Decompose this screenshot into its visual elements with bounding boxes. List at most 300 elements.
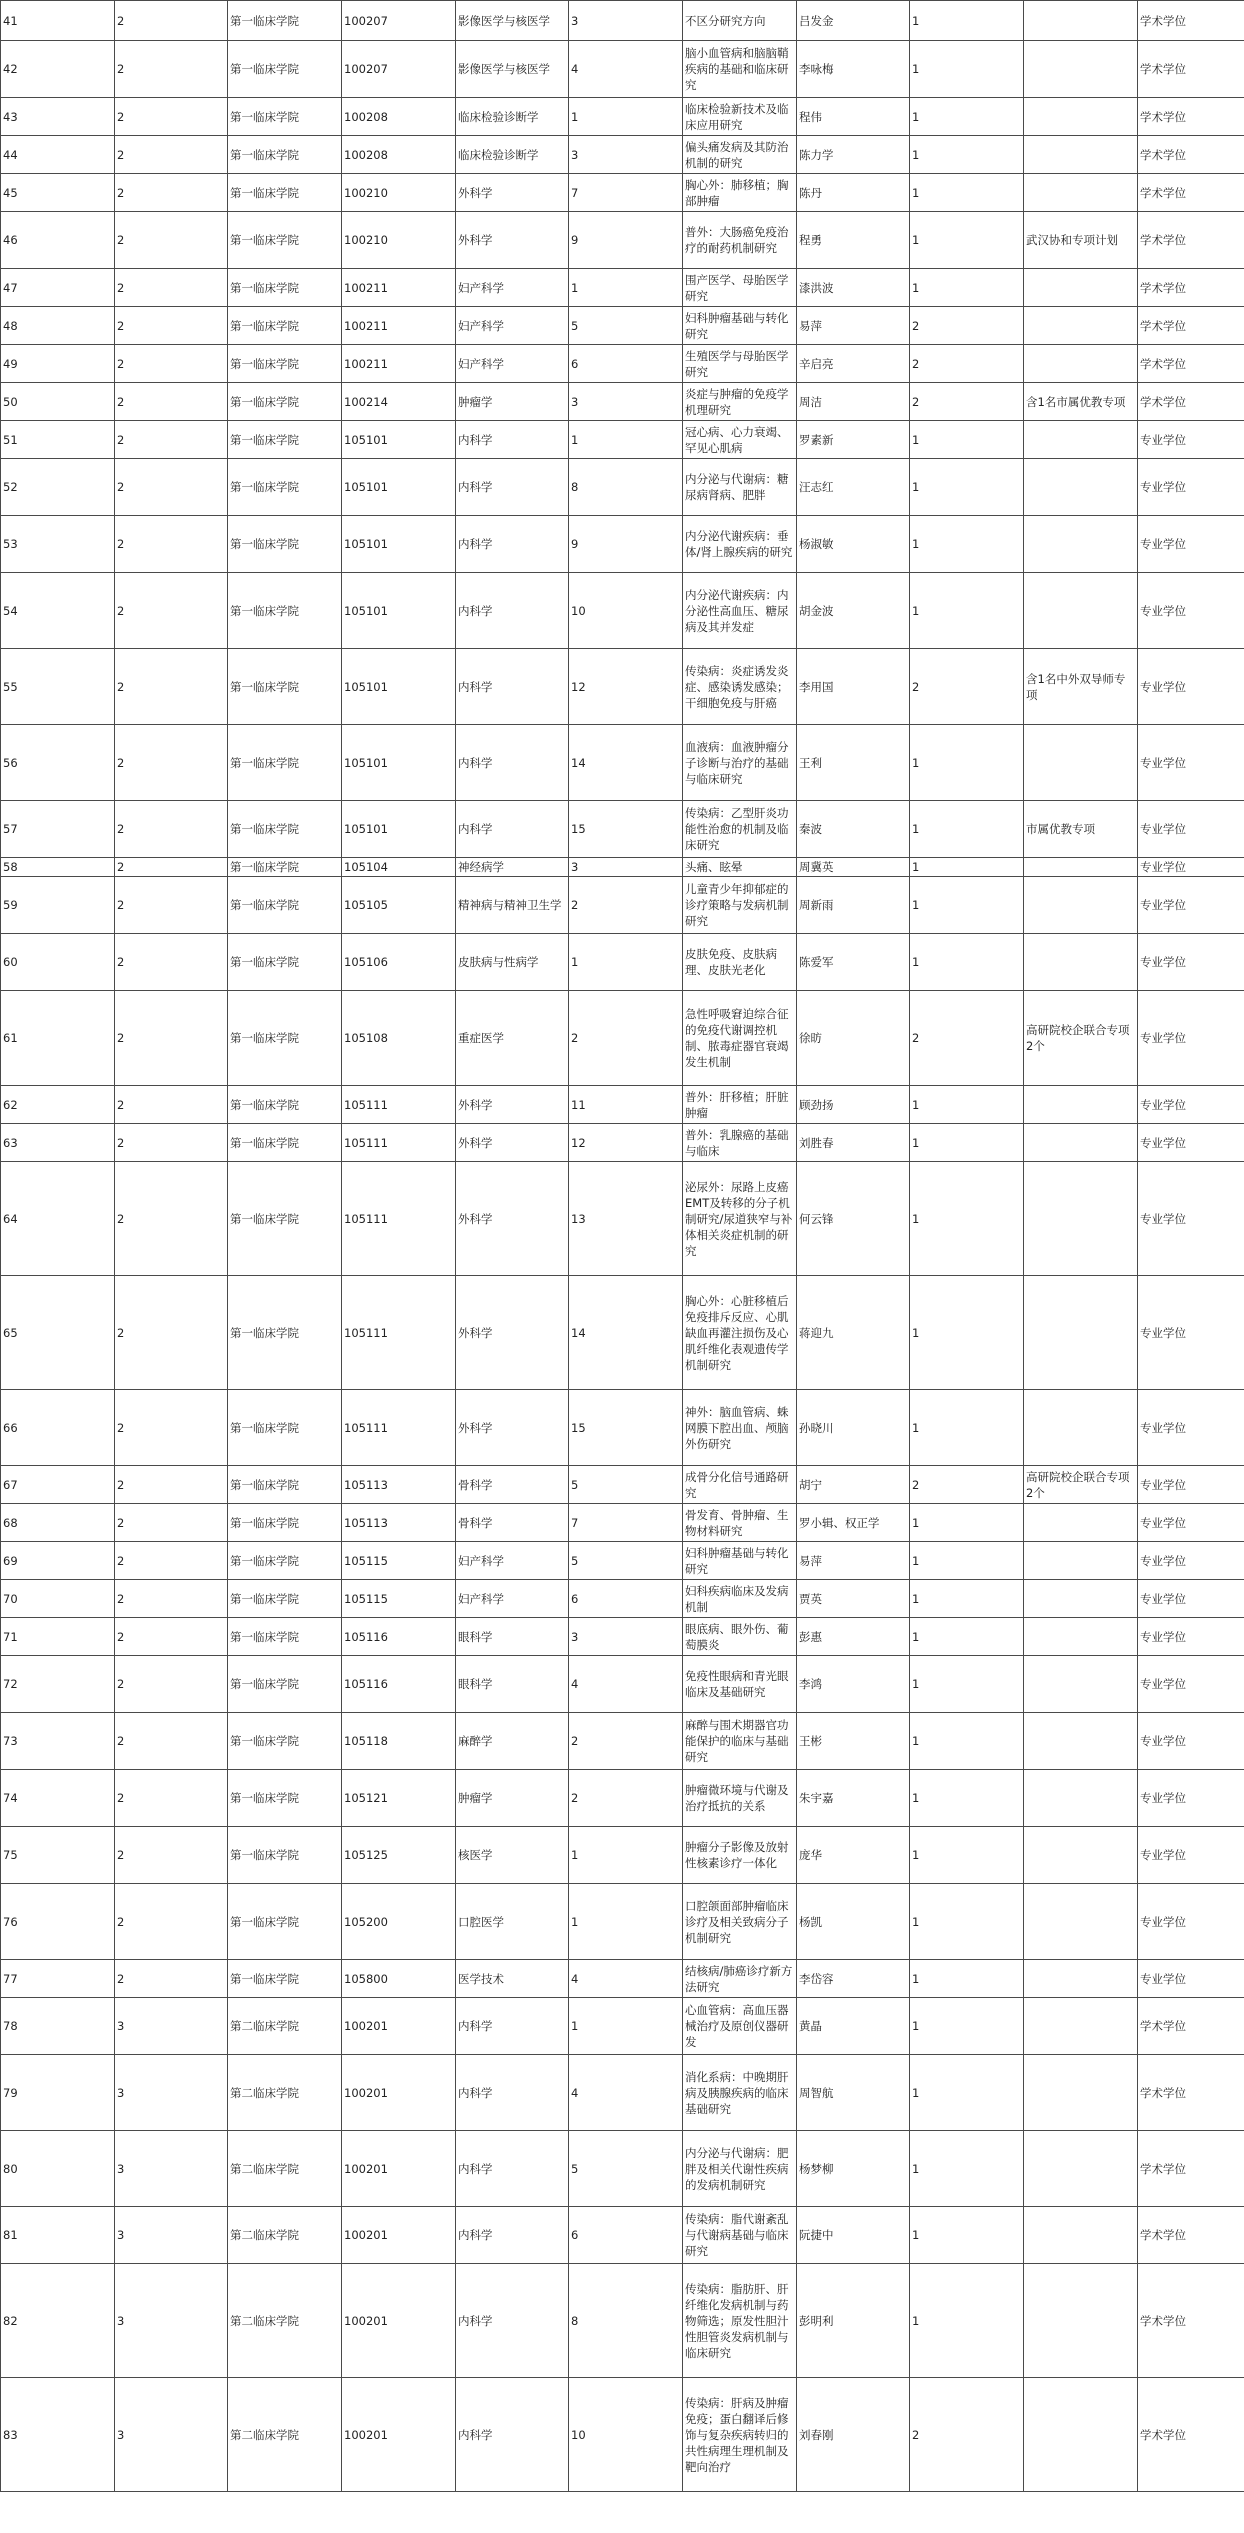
table-row	[1, 421, 1244, 459]
code-cell: 2	[115, 174, 228, 212]
major-name-cell: 医学技术	[456, 1960, 569, 1998]
school-cell: 第一临床学院	[228, 1504, 342, 1542]
quota-cell: 1	[910, 877, 1024, 934]
code-cell: 2	[115, 1884, 228, 1960]
research-direction-cell: 口腔颌面部肿瘤临床诊疗及相关致病分子机制研究	[683, 1884, 797, 1960]
degree-type-cell: 专业学位	[1138, 1086, 1244, 1124]
supervisor-cell: 徐昉	[797, 991, 910, 1086]
supervisor-cell: 阮捷中	[797, 2207, 910, 2264]
major-code-cell: 105101	[342, 649, 456, 725]
degree-type-cell: 学术学位	[1138, 41, 1244, 98]
research-direction-cell: 儿童青少年抑郁症的诊疗策略与发病机制研究	[683, 877, 797, 934]
major-code-cell: 100207	[342, 1, 456, 41]
major-name-cell: 肿瘤学	[456, 1770, 569, 1827]
supervisor-cell: 彭明利	[797, 2264, 910, 2378]
seq-cell: 58	[1, 858, 115, 877]
code-cell: 2	[115, 1086, 228, 1124]
direction-code-cell: 1	[569, 98, 683, 136]
research-direction-cell: 传染病：脂肪肝、肝纤维化发病机制与药物筛选；原发性胆汁性胆管炎发病机制与临床研究	[683, 2264, 797, 2378]
table-row	[1, 1960, 1244, 1998]
major-name-cell: 眼科学	[456, 1656, 569, 1713]
direction-code-cell: 5	[569, 1542, 683, 1580]
seq-cell: 67	[1, 1466, 115, 1504]
quota-cell: 1	[910, 98, 1024, 136]
research-direction-cell: 胸心外：心脏移植后免疫排斥反应、心肌缺血再灌注损伤及心肌纤维化表观遗传学机制研究	[683, 1276, 797, 1390]
degree-type-cell: 专业学位	[1138, 1713, 1244, 1770]
school-cell: 第二临床学院	[228, 2131, 342, 2207]
major-name-cell: 外科学	[456, 212, 569, 269]
research-direction-cell: 普外：肝移植；肝脏肿瘤	[683, 1086, 797, 1124]
code-cell: 2	[115, 649, 228, 725]
research-direction-cell: 炎症与肿瘤的免疫学机理研究	[683, 383, 797, 421]
major-code-cell: 100210	[342, 212, 456, 269]
research-direction-cell: 内分泌代谢疾病：内分泌性高血压、糖尿病及其并发症	[683, 573, 797, 649]
supervisor-cell: 刘春刚	[797, 2378, 910, 2492]
major-name-cell: 内科学	[456, 725, 569, 801]
seq-cell: 72	[1, 1656, 115, 1713]
major-code-cell: 100201	[342, 2055, 456, 2131]
major-name-cell: 妇产科学	[456, 1542, 569, 1580]
direction-code-cell: 7	[569, 174, 683, 212]
code-cell: 2	[115, 877, 228, 934]
supervisor-cell: 王利	[797, 725, 910, 801]
seq-cell: 55	[1, 649, 115, 725]
seq-cell: 75	[1, 1827, 115, 1884]
degree-type-cell: 专业学位	[1138, 877, 1244, 934]
school-cell: 第一临床学院	[228, 1827, 342, 1884]
quota-cell: 1	[910, 858, 1024, 877]
direction-code-cell: 14	[569, 725, 683, 801]
direction-code-cell: 4	[569, 41, 683, 98]
supervisor-cell: 易萍	[797, 307, 910, 345]
remark-cell: 含1名市属优教专项	[1024, 383, 1138, 421]
remark-cell	[1024, 2055, 1138, 2131]
research-direction-cell: 妇科肿瘤基础与转化研究	[683, 307, 797, 345]
table-row	[1, 877, 1244, 934]
remark-cell	[1024, 1, 1138, 41]
direction-code-cell: 2	[569, 1713, 683, 1770]
table-row	[1, 41, 1244, 98]
major-code-cell: 105108	[342, 991, 456, 1086]
seq-cell: 65	[1, 1276, 115, 1390]
quota-cell: 2	[910, 991, 1024, 1086]
major-name-cell: 内科学	[456, 516, 569, 573]
research-direction-cell: 普外：乳腺癌的基础与临床	[683, 1124, 797, 1162]
direction-code-cell: 1	[569, 1827, 683, 1884]
quota-cell: 1	[910, 212, 1024, 269]
direction-code-cell: 4	[569, 1960, 683, 1998]
remark-cell	[1024, 2207, 1138, 2264]
code-cell: 2	[115, 1580, 228, 1618]
major-name-cell: 内科学	[456, 573, 569, 649]
quota-cell: 1	[910, 1, 1024, 41]
supervisor-cell: 顾劲扬	[797, 1086, 910, 1124]
seq-cell: 76	[1, 1884, 115, 1960]
table-row	[1, 934, 1244, 991]
research-direction-cell: 血液病：血液肿瘤分子诊断与治疗的基础与临床研究	[683, 725, 797, 801]
supervisor-cell: 刘胜春	[797, 1124, 910, 1162]
table-row	[1, 459, 1244, 516]
quota-cell: 1	[910, 1276, 1024, 1390]
code-cell: 2	[115, 269, 228, 307]
code-cell: 2	[115, 1770, 228, 1827]
major-code-cell: 100211	[342, 307, 456, 345]
remark-cell	[1024, 174, 1138, 212]
direction-code-cell: 1	[569, 1884, 683, 1960]
major-name-cell: 眼科学	[456, 1618, 569, 1656]
quota-cell: 1	[910, 2055, 1024, 2131]
remark-cell	[1024, 1770, 1138, 1827]
table-row	[1, 725, 1244, 801]
supervisor-cell: 李咏梅	[797, 41, 910, 98]
supervisor-cell: 王彬	[797, 1713, 910, 1770]
direction-code-cell: 8	[569, 2264, 683, 2378]
degree-type-cell: 学术学位	[1138, 2131, 1244, 2207]
degree-type-cell: 专业学位	[1138, 1504, 1244, 1542]
direction-code-cell: 2	[569, 1770, 683, 1827]
supervisor-cell: 杨梦柳	[797, 2131, 910, 2207]
direction-code-cell: 6	[569, 345, 683, 383]
direction-code-cell: 15	[569, 1390, 683, 1466]
major-name-cell: 影像医学与核医学	[456, 41, 569, 98]
remark-cell	[1024, 421, 1138, 459]
supervisor-cell: 周智航	[797, 2055, 910, 2131]
research-direction-cell: 传染病：乙型肝炎功能性治愈的机制及临床研究	[683, 801, 797, 858]
seq-cell: 79	[1, 2055, 115, 2131]
major-code-cell: 105118	[342, 1713, 456, 1770]
degree-type-cell: 专业学位	[1138, 991, 1244, 1086]
school-cell: 第二临床学院	[228, 2055, 342, 2131]
major-code-cell: 105116	[342, 1618, 456, 1656]
seq-cell: 69	[1, 1542, 115, 1580]
table-row	[1, 1618, 1244, 1656]
major-code-cell: 100201	[342, 2207, 456, 2264]
code-cell: 2	[115, 1466, 228, 1504]
major-name-cell: 内科学	[456, 421, 569, 459]
supervisor-cell: 贾英	[797, 1580, 910, 1618]
school-cell: 第一临床学院	[228, 1713, 342, 1770]
seq-cell: 80	[1, 2131, 115, 2207]
table-row	[1, 1, 1244, 41]
major-name-cell: 外科学	[456, 174, 569, 212]
remark-cell: 市属优教专项	[1024, 801, 1138, 858]
remark-cell	[1024, 1504, 1138, 1542]
table-row	[1, 801, 1244, 858]
school-cell: 第一临床学院	[228, 136, 342, 174]
supervisor-cell: 陈爱军	[797, 934, 910, 991]
major-code-cell: 105111	[342, 1276, 456, 1390]
direction-code-cell: 9	[569, 212, 683, 269]
major-name-cell: 内科学	[456, 801, 569, 858]
code-cell: 3	[115, 2131, 228, 2207]
supervisor-cell: 程伟	[797, 98, 910, 136]
quota-cell: 2	[910, 1466, 1024, 1504]
remark-cell	[1024, 934, 1138, 991]
seq-cell: 63	[1, 1124, 115, 1162]
research-direction-cell: 皮肤免疫、皮肤病理、皮肤光老化	[683, 934, 797, 991]
school-cell: 第一临床学院	[228, 1884, 342, 1960]
supervisor-cell: 胡宁	[797, 1466, 910, 1504]
school-cell: 第一临床学院	[228, 307, 342, 345]
research-direction-cell: 肿瘤分子影像及放射性核素诊疗一体化	[683, 1827, 797, 1884]
remark-cell	[1024, 1580, 1138, 1618]
remark-cell	[1024, 877, 1138, 934]
supervisor-cell: 秦波	[797, 801, 910, 858]
major-name-cell: 临床检验诊断学	[456, 136, 569, 174]
major-code-cell: 100214	[342, 383, 456, 421]
table-row	[1, 98, 1244, 136]
direction-code-cell: 6	[569, 2207, 683, 2264]
remark-cell	[1024, 1162, 1138, 1276]
table-row	[1, 174, 1244, 212]
school-cell: 第一临床学院	[228, 459, 342, 516]
school-cell: 第一临床学院	[228, 1542, 342, 1580]
research-direction-cell: 内分泌与代谢病：糖尿病肾病、肥胖	[683, 459, 797, 516]
degree-type-cell: 专业学位	[1138, 421, 1244, 459]
degree-type-cell: 学术学位	[1138, 98, 1244, 136]
school-cell: 第一临床学院	[228, 41, 342, 98]
remark-cell	[1024, 269, 1138, 307]
code-cell: 2	[115, 41, 228, 98]
remark-cell	[1024, 1884, 1138, 1960]
direction-code-cell: 1	[569, 934, 683, 991]
major-name-cell: 精神病与精神卫生学	[456, 877, 569, 934]
school-cell: 第一临床学院	[228, 725, 342, 801]
major-name-cell: 外科学	[456, 1086, 569, 1124]
table-row	[1, 2378, 1244, 2492]
school-cell: 第一临床学院	[228, 877, 342, 934]
supervisor-cell: 黄晶	[797, 1998, 910, 2055]
research-direction-cell: 生殖医学与母胎医学研究	[683, 345, 797, 383]
remark-cell	[1024, 1998, 1138, 2055]
research-direction-cell: 心血管病：高血压器械治疗及原创仪器研发	[683, 1998, 797, 2055]
direction-code-cell: 4	[569, 2055, 683, 2131]
research-direction-cell: 普外：大肠癌免疫治疗的耐药机制研究	[683, 212, 797, 269]
direction-code-cell: 3	[569, 1618, 683, 1656]
quota-cell: 1	[910, 269, 1024, 307]
seq-cell: 57	[1, 801, 115, 858]
school-cell: 第一临床学院	[228, 421, 342, 459]
direction-code-cell: 4	[569, 1656, 683, 1713]
seq-cell: 49	[1, 345, 115, 383]
seq-cell: 71	[1, 1618, 115, 1656]
research-direction-cell: 急性呼吸窘迫综合征的免疫代谢调控机制、脓毒症器官衰竭发生机制	[683, 991, 797, 1086]
major-code-cell: 105105	[342, 877, 456, 934]
major-code-cell: 105104	[342, 858, 456, 877]
degree-type-cell: 专业学位	[1138, 649, 1244, 725]
seq-cell: 60	[1, 934, 115, 991]
direction-code-cell: 1	[569, 269, 683, 307]
remark-cell	[1024, 2378, 1138, 2492]
major-code-cell: 105113	[342, 1466, 456, 1504]
supervisor-cell: 辛启亮	[797, 345, 910, 383]
code-cell: 2	[115, 1162, 228, 1276]
code-cell: 2	[115, 1713, 228, 1770]
school-cell: 第一临床学院	[228, 1960, 342, 1998]
seq-cell: 48	[1, 307, 115, 345]
table-row	[1, 1884, 1244, 1960]
major-name-cell: 外科学	[456, 1124, 569, 1162]
code-cell: 2	[115, 801, 228, 858]
research-direction-cell: 泌尿外：尿路上皮癌EMT及转移的分子机制研究/尿道狭窄与补体相关炎症机制的研究	[683, 1162, 797, 1276]
major-name-cell: 内科学	[456, 2131, 569, 2207]
major-code-cell: 100211	[342, 269, 456, 307]
supervisor-cell: 胡金波	[797, 573, 910, 649]
code-cell: 2	[115, 858, 228, 877]
remark-cell	[1024, 1960, 1138, 1998]
supervisor-cell: 杨淑敏	[797, 516, 910, 573]
degree-type-cell: 学术学位	[1138, 1998, 1244, 2055]
code-cell: 2	[115, 1124, 228, 1162]
table-row	[1, 1542, 1244, 1580]
supervisor-cell: 程勇	[797, 212, 910, 269]
degree-type-cell: 专业学位	[1138, 573, 1244, 649]
major-code-cell: 105106	[342, 934, 456, 991]
major-name-cell: 外科学	[456, 1276, 569, 1390]
major-name-cell: 影像医学与核医学	[456, 1, 569, 41]
code-cell: 2	[115, 1504, 228, 1542]
direction-code-cell: 3	[569, 383, 683, 421]
supervisor-cell: 孙晓川	[797, 1390, 910, 1466]
research-direction-cell: 结核病/肺癌诊疗新方法研究	[683, 1960, 797, 1998]
research-direction-cell: 骨发育、骨肿瘤、生物材料研究	[683, 1504, 797, 1542]
seq-cell: 56	[1, 725, 115, 801]
degree-type-cell: 专业学位	[1138, 1656, 1244, 1713]
table-row	[1, 2131, 1244, 2207]
direction-code-cell: 2	[569, 991, 683, 1086]
seq-cell: 78	[1, 1998, 115, 2055]
research-direction-cell: 胸心外：肺移植；胸部肿瘤	[683, 174, 797, 212]
remark-cell	[1024, 516, 1138, 573]
table-row	[1, 2207, 1244, 2264]
research-direction-cell: 传染病：炎症诱发炎症、感染诱发感染；干细胞免疫与肝癌	[683, 649, 797, 725]
research-direction-cell: 内分泌代谢疾病：垂体/肾上腺疾病的研究	[683, 516, 797, 573]
research-direction-cell: 内分泌与代谢病：肥胖及相关代谢性疾病的发病机制研究	[683, 2131, 797, 2207]
degree-type-cell: 学术学位	[1138, 174, 1244, 212]
code-cell: 3	[115, 2378, 228, 2492]
direction-code-cell: 8	[569, 459, 683, 516]
supervisor-cell: 蒋迎九	[797, 1276, 910, 1390]
major-code-cell: 105101	[342, 725, 456, 801]
school-cell: 第一临床学院	[228, 1162, 342, 1276]
quota-cell: 1	[910, 421, 1024, 459]
seq-cell: 82	[1, 2264, 115, 2378]
table-row	[1, 212, 1244, 269]
research-direction-cell: 肿瘤微环境与代谢及治疗抵抗的关系	[683, 1770, 797, 1827]
quota-cell: 1	[910, 1770, 1024, 1827]
remark-cell	[1024, 2264, 1138, 2378]
major-name-cell: 外科学	[456, 1390, 569, 1466]
remark-cell	[1024, 1276, 1138, 1390]
quota-cell: 1	[910, 1124, 1024, 1162]
research-direction-cell: 消化系病：中晚期肝病及胰腺疾病的临床基础研究	[683, 2055, 797, 2131]
major-code-cell: 100201	[342, 2264, 456, 2378]
remark-cell	[1024, 98, 1138, 136]
school-cell: 第二临床学院	[228, 1998, 342, 2055]
major-name-cell: 妇产科学	[456, 269, 569, 307]
table-row	[1, 1086, 1244, 1124]
degree-type-cell: 专业学位	[1138, 1162, 1244, 1276]
research-direction-cell: 偏头痛发病及其防治机制的研究	[683, 136, 797, 174]
major-name-cell: 重症医学	[456, 991, 569, 1086]
remark-cell	[1024, 1618, 1138, 1656]
seq-cell: 62	[1, 1086, 115, 1124]
quota-cell: 2	[910, 383, 1024, 421]
school-cell: 第二临床学院	[228, 2264, 342, 2378]
code-cell: 3	[115, 2207, 228, 2264]
major-name-cell: 外科学	[456, 1162, 569, 1276]
remark-cell	[1024, 345, 1138, 383]
seq-cell: 45	[1, 174, 115, 212]
direction-code-cell: 1	[569, 421, 683, 459]
code-cell: 2	[115, 1, 228, 41]
major-code-cell: 100201	[342, 2378, 456, 2492]
code-cell: 3	[115, 1998, 228, 2055]
research-direction-cell: 头痛、眩晕	[683, 858, 797, 877]
remark-cell	[1024, 1086, 1138, 1124]
major-code-cell: 100210	[342, 174, 456, 212]
direction-code-cell: 9	[569, 516, 683, 573]
supervisor-cell: 庞华	[797, 1827, 910, 1884]
seq-cell: 42	[1, 41, 115, 98]
school-cell: 第一临床学院	[228, 269, 342, 307]
code-cell: 2	[115, 1276, 228, 1390]
research-direction-cell: 神外：脑血管病、蛛网膜下腔出血、颅脑外伤研究	[683, 1390, 797, 1466]
major-name-cell: 妇产科学	[456, 345, 569, 383]
code-cell: 3	[115, 2055, 228, 2131]
seq-cell: 66	[1, 1390, 115, 1466]
quota-cell: 2	[910, 345, 1024, 383]
degree-type-cell: 学术学位	[1138, 2264, 1244, 2378]
degree-type-cell: 专业学位	[1138, 1827, 1244, 1884]
code-cell: 2	[115, 934, 228, 991]
direction-code-cell: 12	[569, 649, 683, 725]
direction-code-cell: 7	[569, 1504, 683, 1542]
research-direction-cell: 妇科疾病临床及发病机制	[683, 1580, 797, 1618]
table-row	[1, 649, 1244, 725]
supervisor-cell: 彭惠	[797, 1618, 910, 1656]
quota-cell: 1	[910, 934, 1024, 991]
major-name-cell: 核医学	[456, 1827, 569, 1884]
major-code-cell: 105101	[342, 801, 456, 858]
major-code-cell: 105121	[342, 1770, 456, 1827]
degree-type-cell: 学术学位	[1138, 2055, 1244, 2131]
remark-cell	[1024, 459, 1138, 516]
quota-cell: 1	[910, 2131, 1024, 2207]
degree-type-cell: 专业学位	[1138, 1618, 1244, 1656]
quota-cell: 1	[910, 1390, 1024, 1466]
degree-type-cell: 专业学位	[1138, 459, 1244, 516]
remark-cell	[1024, 41, 1138, 98]
supervisor-cell: 何云锋	[797, 1162, 910, 1276]
degree-type-cell: 学术学位	[1138, 212, 1244, 269]
quota-cell: 1	[910, 1618, 1024, 1656]
supervisor-cell: 李鸿	[797, 1656, 910, 1713]
quota-cell: 1	[910, 2264, 1024, 2378]
major-name-cell: 骨科学	[456, 1504, 569, 1542]
seq-cell: 59	[1, 877, 115, 934]
school-cell: 第二临床学院	[228, 2207, 342, 2264]
remark-cell: 武汉协和专项计划	[1024, 212, 1138, 269]
table-row	[1, 1124, 1244, 1162]
major-name-cell: 内科学	[456, 2264, 569, 2378]
remark-cell: 含1名中外双导师专项	[1024, 649, 1138, 725]
direction-code-cell: 13	[569, 1162, 683, 1276]
school-cell: 第一临床学院	[228, 98, 342, 136]
research-direction-cell: 免疫性眼病和青光眼临床及基础研究	[683, 1656, 797, 1713]
quota-cell: 1	[910, 41, 1024, 98]
code-cell: 2	[115, 516, 228, 573]
